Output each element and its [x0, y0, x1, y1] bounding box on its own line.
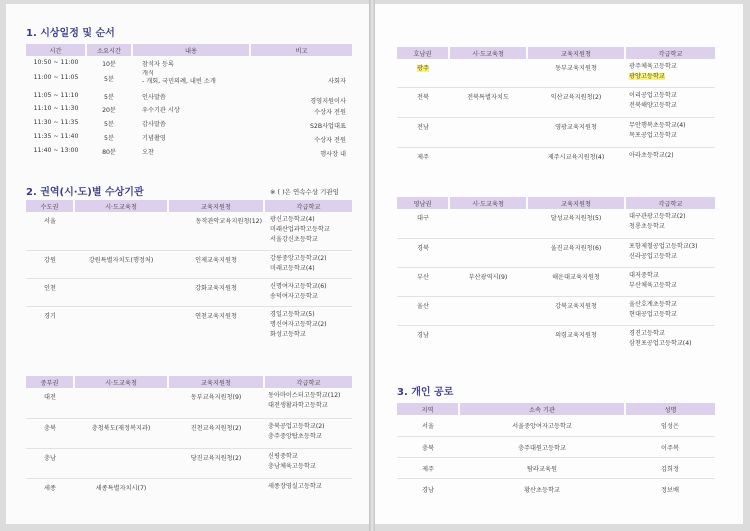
- school-line: [629, 72, 713, 82]
- schools-cell: 무안행복초등학교(4) 목포공업고등학교: [625, 117, 715, 147]
- note-cell: 행사장 내: [320, 151, 346, 158]
- office-cell: [74, 306, 168, 344]
- duration-cell: 10분: [102, 61, 116, 68]
- table-row: [397, 87, 715, 117]
- schools-cell: [625, 59, 715, 87]
- col-header: 각급학교: [264, 376, 352, 388]
- duration-cell: 5분: [104, 121, 114, 128]
- time-cell: 11:40 ~ 13:00: [33, 147, 79, 154]
- col-header: 시·도교육청: [449, 197, 527, 209]
- table-row: [26, 147, 352, 161]
- name-cell: 정보배: [661, 486, 679, 494]
- office-cell: 세종특별자치시(7): [95, 484, 147, 492]
- table-row: [26, 388, 352, 418]
- table-row: [397, 267, 715, 296]
- table-header-row: [397, 403, 715, 415]
- col-header: 시간: [26, 44, 86, 56]
- schools-cell: 광신고등학교(4) 미래산업과학고등학교 서울강신초등학교: [264, 212, 352, 250]
- school-line: 광주체육고등학교: [629, 63, 677, 70]
- col-header: 지역: [397, 403, 459, 415]
- highlighted-school: 광양고등학교: [629, 73, 665, 80]
- office-cell: [449, 325, 527, 353]
- region-cell: 대전: [26, 388, 74, 418]
- region-cell: 경남: [422, 486, 434, 494]
- content-cell: 기념촬영: [142, 135, 166, 142]
- time-cell: 11:05 ~ 11:10: [33, 92, 79, 99]
- col-header: 교육지원청: [168, 376, 264, 388]
- time-cell: 11:10 ~ 11:30: [33, 105, 79, 112]
- col-header: 중부권: [26, 376, 74, 388]
- duration-cell: 80분: [102, 149, 116, 156]
- time-cell: 11:30 ~ 11:35: [33, 119, 79, 126]
- table-row: [26, 278, 352, 306]
- schools-cell: 울산호계초등학교 현대공업고등학교: [625, 296, 715, 325]
- schools-cell: 충북공업고등학교(2) 충주중앙탑초등학교: [264, 418, 352, 448]
- schools-cell: 이리공업고등학교 전북해양고등학교: [625, 87, 715, 117]
- name-cell: 임성은: [625, 415, 715, 436]
- section-title-schedule: 1. 시상일정 및 순서: [26, 28, 115, 39]
- content-cell: 인사말씀: [142, 94, 166, 101]
- table-row: [26, 212, 352, 250]
- col-header: 시·도교육청: [74, 376, 168, 388]
- content-cell: 감사말씀: [142, 121, 166, 128]
- col-header: 내용: [132, 44, 250, 56]
- region-cell: 충북: [397, 436, 459, 457]
- note-cell: 경영지원이사: [310, 98, 346, 105]
- office-cell: [449, 59, 527, 87]
- note-cell: 수상자 전원: [314, 109, 346, 116]
- table-header-row: [26, 44, 352, 56]
- office-cell: [449, 117, 527, 147]
- office-cell: 전북특별자치도: [449, 87, 527, 117]
- col-header: 교육지원청: [527, 197, 625, 209]
- content-cell: 오찬: [142, 149, 154, 156]
- col-header: 소속 기관: [459, 403, 625, 415]
- org-cell: 서울중앙여자고등학교: [459, 415, 625, 436]
- office-cell: [449, 209, 527, 238]
- district-cell: 영광교육지원청: [527, 117, 625, 147]
- schools-cell: 신평중학교 충남체육고등학교: [264, 448, 352, 478]
- table-row: [26, 56, 352, 70]
- region-cell: 경북: [397, 238, 449, 267]
- schools-cell: 신명여자고등학교(6) 송덕여자고등학교: [264, 278, 352, 306]
- region-cell: 충남: [26, 448, 74, 478]
- table-row: [26, 70, 352, 92]
- org-cell: 황산초등학교: [524, 486, 560, 494]
- schools-cell: 강릉중앙고등학교(2) 미래고등학교(4): [264, 250, 352, 278]
- capital-region-table: [26, 200, 352, 344]
- central-region-table: [26, 376, 352, 496]
- schools-cell: 경일고등학교(5) 명신여자고등학교(2) 화성고등학교: [270, 310, 327, 338]
- col-header: 각급학교: [625, 197, 715, 209]
- table-row: [397, 238, 715, 267]
- table-row: [397, 325, 715, 353]
- col-header: 각급학교: [625, 47, 715, 59]
- col-header: 비고: [250, 44, 352, 56]
- district-cell: 강화교육지원청: [168, 278, 264, 306]
- office-cell: 강원특별자치도(행정처): [74, 250, 168, 278]
- name-cell: 이주복: [625, 436, 715, 457]
- name-cell: 김희정: [625, 457, 715, 478]
- table-row: [26, 92, 352, 105]
- region-cell: 부산: [397, 267, 449, 296]
- col-header: 시·도교육청: [449, 47, 527, 59]
- col-header: 교육지원청: [168, 200, 264, 212]
- district-cell: 진천교육지원청(2): [168, 418, 264, 448]
- table-row: [26, 119, 352, 133]
- region-cell: 전남: [397, 117, 449, 147]
- office-cell: 충청북도(재정복지과): [74, 418, 168, 448]
- col-header: 성명: [625, 403, 715, 415]
- table-header-row: [397, 47, 715, 59]
- schedule-table: [26, 44, 352, 161]
- table-row: [26, 250, 352, 278]
- content-cell: 개식 - 개회, 국민의례, 내빈 소개: [142, 70, 216, 85]
- region-cell: [397, 59, 449, 87]
- table-row: [397, 209, 715, 238]
- duration-cell: 5분: [104, 76, 114, 83]
- district-cell: 해운대교육지원청: [527, 267, 625, 296]
- table-row: [397, 117, 715, 147]
- district-cell: 익산교육지원청(2): [527, 87, 625, 117]
- table-header-row: [397, 197, 715, 209]
- note-cell: S2B사업대표: [309, 123, 346, 130]
- office-cell: 부산광역시(9): [449, 267, 527, 296]
- section-title-regional: 2. 권역(시·도)별 수상기관: [26, 187, 144, 198]
- time-cell: 10:50 ~ 11:00: [33, 59, 79, 66]
- region-cell: 울산: [397, 296, 449, 325]
- region-cell: 제주: [397, 457, 459, 478]
- individual-table: [397, 403, 715, 499]
- office-cell: [74, 448, 168, 478]
- schools-cell: 아라초등학교(2): [629, 151, 674, 159]
- district-cell: 동작관악교육지원청(12): [168, 212, 264, 250]
- yeongnam-region-table: [397, 197, 715, 353]
- table-row: [26, 133, 352, 147]
- table-row: [26, 105, 352, 119]
- district-cell: 당진교육지원청(2): [168, 448, 264, 478]
- region-cell: 강원: [26, 250, 74, 278]
- district-cell: 의령교육지원청: [555, 331, 597, 339]
- district-cell: 동부교육지원청(9): [168, 388, 264, 418]
- office-cell: [74, 388, 168, 418]
- office-cell: [449, 238, 527, 267]
- table-row: [397, 457, 715, 478]
- office-cell: [449, 296, 527, 325]
- duration-cell: 20분: [102, 107, 116, 114]
- region-cell: 서울: [397, 415, 459, 436]
- district-cell: [168, 478, 264, 496]
- region-cell: 경남: [417, 331, 429, 339]
- office-cell: [449, 147, 527, 165]
- org-cell: 충주대원고등학교: [459, 436, 625, 457]
- region-cell: 충북: [26, 418, 74, 448]
- col-header: 영남권: [397, 197, 449, 209]
- highlighted-region: 광주: [417, 65, 429, 72]
- district-cell: 동부교육지원청: [527, 59, 625, 87]
- note-cell: [250, 56, 352, 70]
- col-header: 수도권: [26, 200, 74, 212]
- table-row: [397, 478, 715, 499]
- table-row: [397, 59, 715, 87]
- schools-cell: 동아마이스터고등학교(12) 대전생활과학고등학교: [264, 388, 352, 418]
- content-cell: 우수기관 시상: [142, 107, 180, 114]
- region-cell: 경기: [44, 312, 56, 320]
- office-cell: [74, 278, 168, 306]
- consecutive-note: ※ ( )은 연속수상 기관임: [270, 188, 340, 196]
- region-cell: 인천: [26, 278, 74, 306]
- district-cell: 강북교육지원청: [527, 296, 625, 325]
- section-title-individual: 3. 개인 공로: [397, 387, 454, 398]
- col-header: 호남권: [397, 47, 449, 59]
- honam-region-table: [397, 47, 715, 165]
- col-header: 각급학교: [264, 200, 352, 212]
- table-row: [26, 306, 352, 344]
- table-row: [397, 296, 715, 325]
- district-cell: 울진교육지원청(6): [527, 238, 625, 267]
- content-cell: 참석자 등록: [142, 61, 174, 68]
- schools-cell: 대구관광고등학교(2) 청룡초등학교: [625, 209, 715, 238]
- schools-cell: 포항제철공업고등학교(3) 신라공업고등학교: [625, 238, 715, 267]
- table-row: [397, 147, 715, 165]
- district-cell: 달성교육지원청(5): [527, 209, 625, 238]
- col-header: 소요시간: [86, 44, 132, 56]
- table-header-row: [26, 200, 352, 212]
- note-cell: 수상자 전원: [314, 137, 346, 144]
- schools-cell: 대저중학교 부산체육고등학교: [625, 267, 715, 296]
- table-row: [397, 436, 715, 457]
- duration-cell: 5분: [104, 94, 114, 101]
- duration-cell: 5분: [104, 135, 114, 142]
- time-cell: 11:35 ~ 11:40: [33, 133, 79, 140]
- table-row: [26, 478, 352, 496]
- district-cell: 연천교육지원청: [195, 312, 237, 320]
- schools-cell: 경진고등학교 삼천포공업고등학교(4): [629, 329, 692, 347]
- col-header: 교육지원청: [527, 47, 625, 59]
- region-cell: 제주: [417, 153, 429, 161]
- table-row: [397, 415, 715, 436]
- schools-cell: 세종장영실고등학교: [268, 482, 322, 490]
- note-cell: 사회자: [328, 78, 346, 85]
- region-cell: 대구: [397, 209, 449, 238]
- table-header-row: [26, 376, 352, 388]
- district-cell: 제주시교육지원청(4): [547, 153, 605, 161]
- region-cell: 전북: [397, 87, 449, 117]
- table-row: [26, 448, 352, 478]
- org-cell: 탐라교육원: [459, 457, 625, 478]
- region-cell: 세종: [44, 484, 56, 492]
- region-cell: 서울: [26, 212, 74, 250]
- table-row: [26, 418, 352, 448]
- district-cell: 인제교육지원청: [168, 250, 264, 278]
- office-cell: [74, 212, 168, 250]
- col-header: 시·도교육청: [74, 200, 168, 212]
- time-cell: 11:00 ~ 11:05: [33, 74, 79, 81]
